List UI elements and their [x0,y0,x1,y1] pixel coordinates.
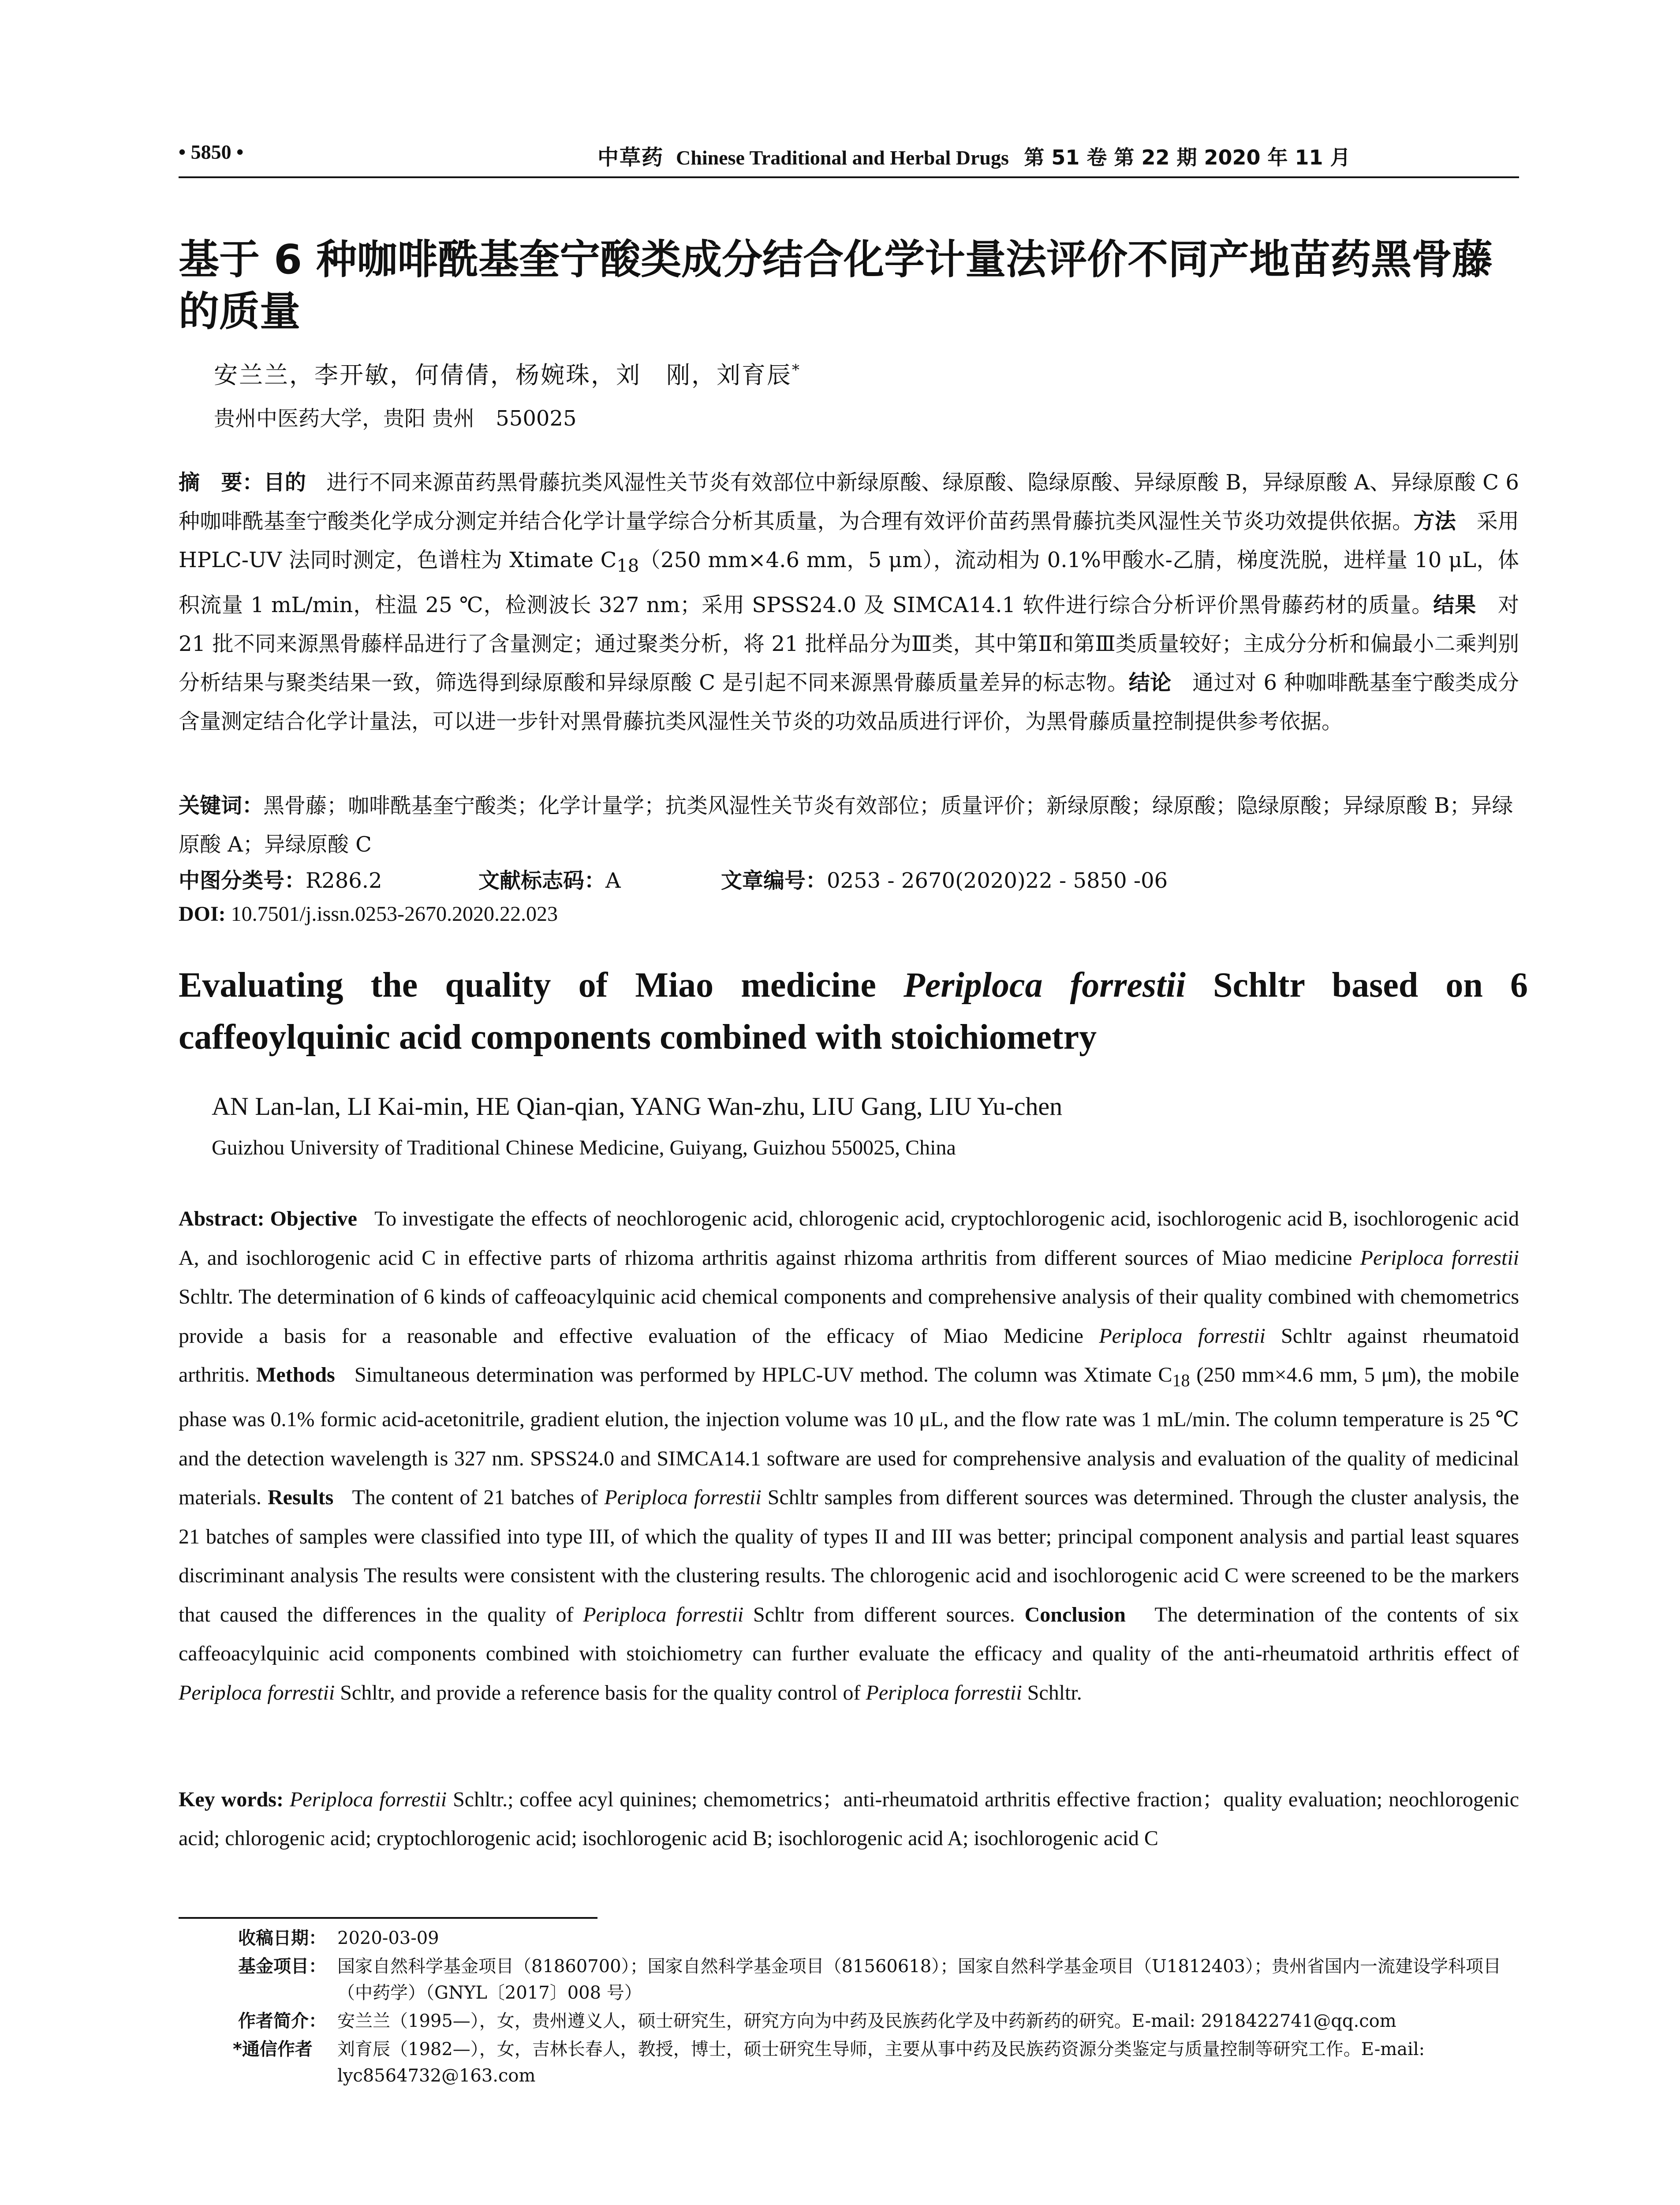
article-number-label: 文章编号： [721,868,827,893]
doc-code-value: A [605,868,621,893]
footnote-received [238,1925,1519,1951]
affiliation-cn: 贵州中医药大学，贵阳 贵州 550025 [214,406,577,431]
keywords-cn [179,786,1519,864]
conclusion-en-b: Schltr, and provide a reference basis for the quality control of [335,1681,866,1704]
results-en-a: The content of 21 batches of [352,1486,605,1510]
results-en-c: Schltr from different sources. [743,1603,1015,1626]
keywords-en-species: Periploca forrestii [289,1788,447,1811]
methods-cn-b: （250 mm×4.6 mm，5 μm），流动相为 0.1%甲酸水-乙腈，梯度洗脱，进样量 10 μL，体积流量 1 mL/min，柱温 25 ℃，检测波长 327 nm；采用 SPSS24.0 及 SIMCA14.1 软件进行综合分析评价黑骨藤药材的质量。 [179,548,1519,617]
abstract-en [179,1200,1519,1712]
abstract-cn [179,463,1519,741]
title-en-part1: Evaluating the quality of Miao medicine [179,966,904,1005]
doi-link[interactable]: 10.7501/j.issn.0253-2670.2020.22.023 [231,902,558,926]
objective-en-c: Schltr against rheumatoid arthritis. [179,1324,1519,1387]
methods-cn-a: 采用 HPLC-UV 法同时测定，色谱柱为 Xtimate C [179,509,1519,572]
conclusion-cn: 通过对 6 种咖啡酰基奎宁酸类成分含量测定结合化学计量法，可以进一步针对黑骨藤抗类风湿性关节炎的功效品质进行评价，为黑骨藤质量控制提供参考依据。 [179,670,1519,734]
species-en-2: Periploca forrestii [1099,1324,1266,1348]
keywords-cn-label: 关键词： [179,793,264,818]
footnote-label: 作者简介： [238,2011,326,2031]
doi [179,902,558,926]
footnote-author-bio [238,2008,1519,2034]
results-en-b: Schltr samples from different sources was determined. Through the cluster analysis, the 21 batches of samples were classified into type III, of which the quality of types II and III was better; principal component analysis and partial least squares discriminant analysis The results were consistent with the clustering results. The chlorogenic acid and isochlorogenic acid C were screened to be the markers that caused the differences in the quality of [179,1486,1519,1626]
footnote-label: 收稿日期： [238,1928,326,1948]
title-en-part2: Schltr based on 6 caffeoylquinic acid components combined with stoichiometry [179,966,1528,1057]
title-cn-line1: 基于 6 种咖啡酰基奎宁酸类成分结合化学计量法评价不同产地苗药黑骨藤 [179,236,1493,283]
clc [179,863,382,894]
objective-cn: 进行不同来源苗药黑骨藤抗类风湿性关节炎有效部位中新绿原酸、绿原酸、隐绿原酸、异绿原酸 B，异绿原酸 A、异绿原酸 C 6 种咖啡酰基奎宁酸类化学成分测定并结合化学计量学综合分析其质量，为合理有效评价苗药黑骨藤抗类风湿性关节炎功效提供依据。 [179,470,1519,534]
species-en-5: Periploca forrestii [179,1681,335,1704]
corresponding-mark: * [792,361,801,379]
title-en-species: Periploca forrestii [903,966,1186,1005]
footnote-rule [179,1917,597,1919]
abstract-cn-label: 摘 要： [179,470,264,495]
clc-value: R286.2 [306,868,382,893]
conclusion-cn-label: 结论 [1128,670,1172,695]
page-number: • 5850 • [179,141,244,163]
title-cn-line2: 的质量 [179,288,301,335]
objective-en-b: Schltr. The determination of 6 kinds of caffeoacylquinic acid chemical components and comprehensive analysis of their quality combined with chemometrics provide a basis for a reasonable and effective evaluation of the efficacy of Miao Medicine [179,1285,1519,1348]
journal-issue: 第 51 卷 第 22 期 2020 年 11 月 [1024,146,1351,169]
footnotes [233,1925,1519,2091]
doc-code [478,863,621,894]
results-cn-label: 结果 [1433,592,1477,617]
abstract-en-label: Abstract: Objective [179,1207,357,1230]
affiliation-en: Guizhou University of Traditional Chinese Medicine, Guiyang, Guizhou 550025, China [212,1136,956,1159]
footnote-label: *通信作者 [233,2039,313,2059]
article-number-value: 0253 - 2670(2020)22 - 5850 -06 [827,868,1168,893]
keywords-cn-text: 黑骨藤；咖啡酰基奎宁酸类；化学计量学；抗类风湿性关节炎有效部位；质量评价；新绿原酸；绿原酸；隐绿原酸；异绿原酸 B；异绿原酸 A；异绿原酸 C [179,793,1513,857]
species-en-4: Periploca forrestii [583,1603,744,1626]
objective-cn-label: 目的 [263,470,306,495]
keywords-en-text: Schltr.; coffee acyl quinines; chemometrics；anti-rheumatoid arthritis effective fraction；quality evaluation; neochlorogenic acid; chlorogenic acid; cryptochlorogenic acid; isochlorogenic acid B; isochlorogenic acid A; isochlorogenic acid C [179,1788,1519,1850]
conclusion-en-c: Schltr. [1022,1681,1082,1704]
results-en-label: Results [267,1486,334,1510]
clc-label: 中图分类号： [179,868,306,893]
journal-name-en: Chinese Traditional and Herbal Drugs [676,146,1009,169]
species-en-6: Periploca forrestii [866,1681,1022,1704]
header-rule [179,176,1519,178]
methods-cn-sub: 18 [616,556,639,576]
footnote-text: 安兰兰（1995—），女，贵州遵义人，硕士研究生，研究方向为中药及民族药化学及中药新药的研究。E-mail: 2918422741@qq.com [337,2011,1396,2031]
footnote-corresponding [233,2036,1519,2089]
methods-en-sub: 18 [1172,1370,1190,1390]
conclusion-en-label: Conclusion [1024,1603,1126,1626]
methods-cn-label: 方法 [1413,509,1456,534]
methods-en-b: (250 mm×4.6 mm, 5 μm), the mobile phase was 0.1% formic acid-acetonitrile, gradient elution, the injection volume was 10 μL, and the flow rate was 1 mL/min. The column temperature is 25 ℃ and the detection wavelength is 327 nm. SPSS24.0 and SIMCA14.1 software are used for comprehensive analysis and evaluation of the quality of medicinal materials. [179,1363,1519,1510]
objective-en-a: To investigate the effects of neochlorogenic acid, chlorogenic acid, cryptochlorogenic acid, isochlorogenic acid B, isochlorogenic acid A, and isochlorogenic acid C in effective parts of rhizoma arthritis against rhizoma arthritis from different sources of Miao medicine [179,1207,1519,1270]
keywords-en [179,1780,1519,1858]
footnote-text: 刘育辰（1982—），女，吉林长春人，教授，博士，硕士研究生导师，主要从事中药及民族药资源分类鉴定与质量控制等研究工作。E-mail: lyc8564732@163.com [337,2039,1425,2086]
authors-en: AN Lan-lan, LI Kai-min, HE Qian-qian, YANG Wan-zhu, LIU Gang, LIU Yu-chen [212,1092,1063,1121]
footnote-funding [238,1953,1519,2006]
footnote-label: 基金项目： [238,1956,326,1977]
running-header [179,140,1519,172]
doc-code-label: 文献标志码： [478,868,606,893]
species-en-1: Periploca forrestii [1360,1246,1519,1270]
authors-cn-names: 安兰兰，李开敏，何倩倩，杨婉珠，刘 刚，刘育辰 [214,361,792,389]
doi-label: DOI: [179,902,226,926]
methods-en-a: Simultaneous determination was performed by HPLC-UV method. The column was Xtimate C [354,1363,1172,1387]
conclusion-en-a: The determination of the contents of six caffeoacylquinic acid components combined with stoichiometry can further evaluate the efficacy and quality of the anti-rheumatoid arthritis effect of [179,1603,1519,1666]
keywords-en-label: Key words: [179,1788,284,1811]
title-en [179,959,1528,1063]
footnote-text: 国家自然科学基金项目（81860700）；国家自然科学基金项目（81560618）；国家自然科学基金项目（U1812403）；贵州省国内一流建设学科项目（中药学）（GNYL〔2017〕008 号） [337,1956,1501,2003]
methods-en-label: Methods [256,1363,335,1387]
title-cn [179,234,1523,338]
footnote-text: 2020-03-09 [337,1928,439,1948]
species-en-3: Periploca forrestii [604,1486,762,1510]
journal-name-cn: 中草药 [597,145,664,170]
authors-cn [214,356,801,390]
results-cn: 对 21 批不同来源黑骨藤样品进行了含量测定；通过聚类分析，将 21 批样品分为Ⅲ类，其中第Ⅱ和第Ⅲ类质量较好；主成分分析和偏最小二乘判别分析结果与聚类结果一致，筛选得到绿原酸和异绿原酸 C 是引起不同来源黑骨藤质量差异的标志物。 [179,592,1519,695]
article-number [721,863,1168,894]
journal-info [597,140,1351,171]
